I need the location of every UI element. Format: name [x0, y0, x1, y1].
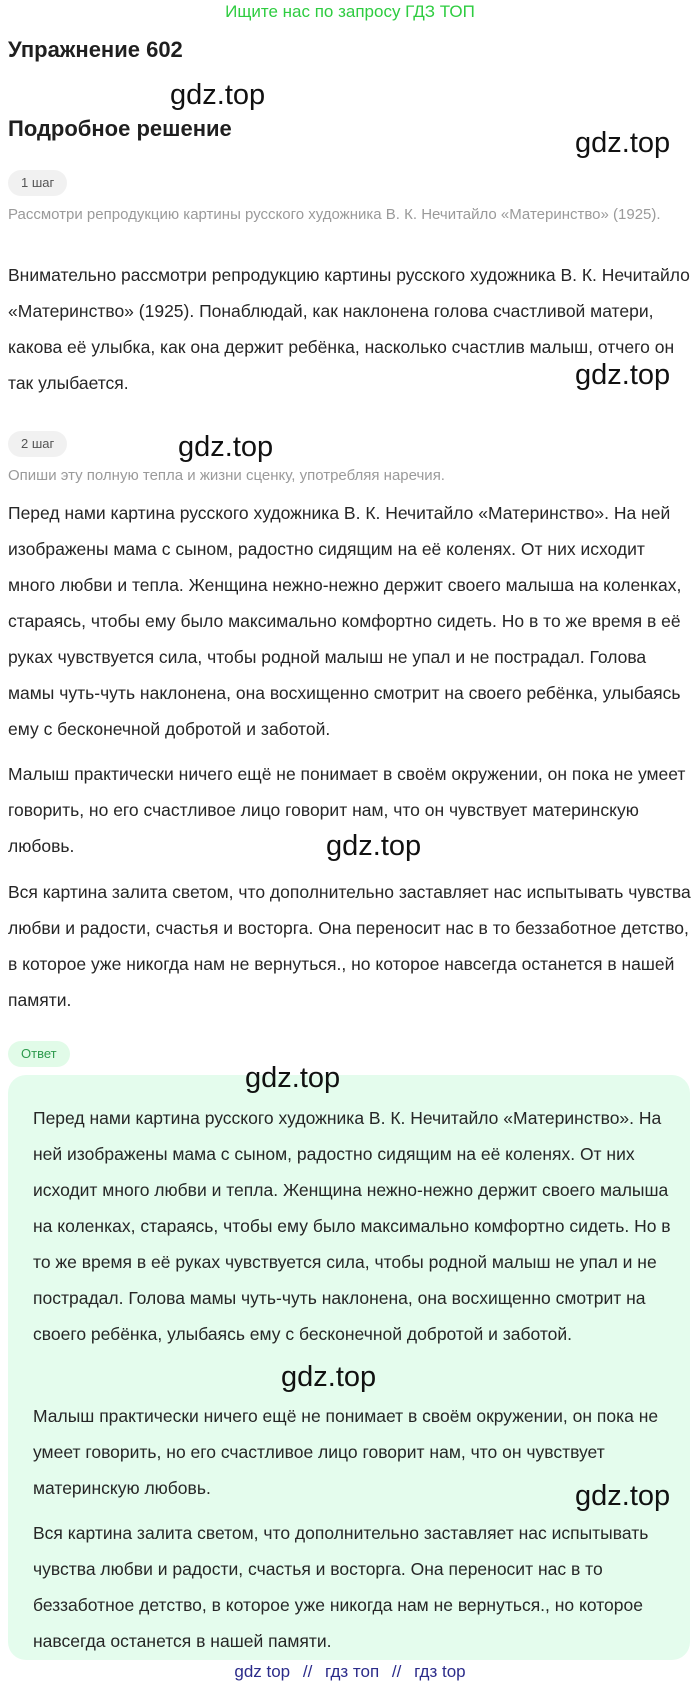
step-1-badge: 1 шаг: [8, 170, 67, 196]
watermark: gdz.top: [326, 830, 422, 862]
watermark: gdz.top: [281, 1361, 377, 1393]
footer-links: [0, 1660, 700, 1684]
step-2-badge: 2 шаг: [8, 431, 67, 457]
watermark: gdz.top: [575, 1480, 671, 1512]
footer-separator: //: [391, 1662, 402, 1681]
footer-link-gdz-top[interactable]: gdz top: [234, 1662, 291, 1681]
watermark: gdz.top: [170, 79, 266, 111]
answer-paragraph-3: Вся картина залита светом, что дополнительно заставляет нас испытывать чувства любви и радости, счастья и восторга. Она переносит нас в то беззаботное детство, в которое уже никогда нам не вернуться., но которое навсегда останется в нашей памяти.: [33, 1523, 649, 1651]
answer-paragraph-2: Малыш практически ничего ещё не понимает в своём окружении, он пока не умеет говорить, но его счастливое лицо говорит нам, что он чувствует материнскую любовь.: [33, 1406, 659, 1498]
footer-link-gdz-top-mixed[interactable]: гдз top: [414, 1662, 466, 1681]
answer-paragraph-1: Перед нами картина русского художника В. К. Нечитайло «Материнство». На ней изображены мама с сыном, радостно сидящим на её коленях. От них исходит много любви и тепла. Женщина нежно-нежно держит своего малыша на коленках, стараясь, чтобы ему было максимально комфортно сидеть. Но в то же время в её руках чувствуется сила, чтобы родной малыш не упал и не пострадал. Голова мамы чуть-чуть наклонена, она восхищенно смотрит на своего ребёнка, улыбаясь ему с бесконечной добротой и заботой.: [33, 1108, 671, 1344]
exercise-title: Упражнение 602: [8, 37, 183, 62]
solution-heading: Подробное решение: [8, 116, 232, 141]
step-1-paragraph: Внимательно рассмотри репродукцию картины русского художника В. К. Нечитайло «Материнство» (1925). Понаблюдай, как наклонена голова счастливой матери, какова её улыбка, как она держит ребёнка, насколько счастлив малыш, отчего он так улыбается.: [8, 265, 690, 393]
watermark: gdz.top: [575, 127, 671, 159]
answer-badge: Ответ: [8, 1041, 70, 1067]
promo-banner[interactable]: Ищите нас по запросу ГДЗ ТОП: [225, 2, 475, 21]
step-1-hint: Рассмотри репродукцию картины русского художника В. К. Нечитайло «Материнство» (1925).: [8, 206, 661, 223]
footer-link-gdz-top-ru[interactable]: гдз топ: [325, 1662, 380, 1681]
watermark: gdz.top: [178, 431, 274, 463]
step-2-paragraph-2: Малыш практически ничего ещё не понимает в своём окружении, он пока не умеет говорить, но его счастливое лицо говорит нам, что он чувствует материнскую любовь.: [8, 764, 686, 856]
step-2-paragraph-1: Перед нами картина русского художника В. К. Нечитайло «Материнство». На ней изображены мама с сыном, радостно сидящим на её коленях. От них исходит много любви и тепла. Женщина нежно-нежно держит своего малыша на коленках, стараясь, чтобы ему было максимально комфортно сидеть. Но в то же время в её руках чувствуется сила, чтобы родной малыш не упал и не пострадал. Голова мамы чуть-чуть наклонена, она восхищенно смотрит на своего ребёнка, улыбаясь ему с бесконечной добротой и заботой.: [8, 503, 682, 739]
watermark: gdz.top: [575, 359, 671, 391]
watermark: gdz.top: [245, 1062, 341, 1094]
step-2-paragraph-3: Вся картина залита светом, что дополнительно заставляет нас испытывать чувства любви и радости, счастья и восторга. Она переносит нас в то беззаботное детство, в которое уже никогда нам не вернуться., но которое навсегда останется в нашей памяти.: [8, 882, 691, 1010]
step-2-hint: Опиши эту полную тепла и жизни сценку, употребляя наречия.: [8, 467, 445, 484]
footer-separator: //: [302, 1662, 313, 1681]
